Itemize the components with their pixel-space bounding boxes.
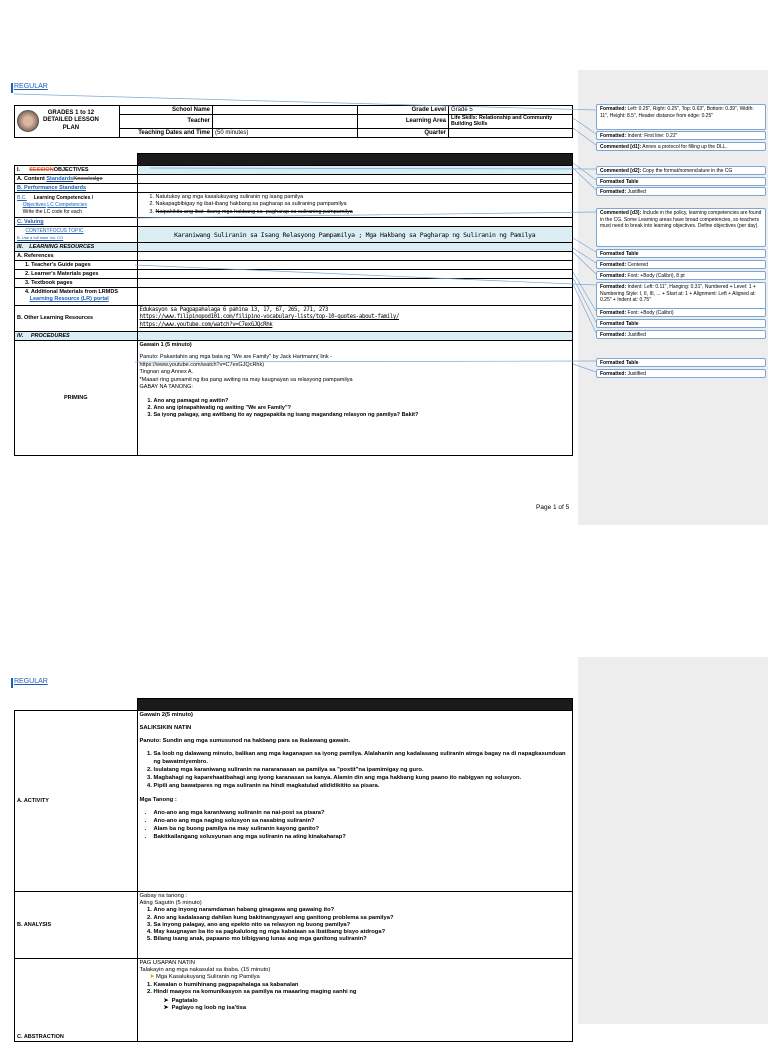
grade-level-label: Grade Level <box>358 106 449 115</box>
comment-balloon[interactable]: Formatted: Left: 0.25", Right: 0.25", Top: 0.63", Bottom: 0.39", Width: 11", Height: 8.5", Header distance from edge: 0.25" <box>596 104 766 130</box>
connector-line <box>14 94 596 110</box>
header-plan: PLAN <box>62 125 80 132</box>
content-standards-label: A. Content StandardsKnowledge <box>15 175 138 184</box>
textbook-pages-label: 3. Textbook pages <box>15 279 138 288</box>
content-topic-label: CONTENTFOCUS TOPIC B. Use a full base Vol. CG <box>15 227 138 243</box>
regular-tag[interactable]: REGULAR <box>14 83 48 90</box>
other-resource-line: Edukasyon sa Pagpapahalaga 6 pahina 13, 17, 67, 265, 271, 273 <box>139 306 328 313</box>
connector-line <box>135 265 596 285</box>
objective-item: 3. Naipakikita ang ibat- ibang mga hakbang sa- pagharap sa suliraning pampamilya <box>156 209 571 216</box>
other-resource-link[interactable]: https://www.filipinopod101.com/filipino-vocabulary-lists/top-10-quotes-about-family/ <box>139 314 400 321</box>
arrow-icon: ➤ <box>149 974 155 981</box>
abstraction-item: 1. Kawalan o humihinang pagpapahalaga sa kabanalan <box>154 982 571 989</box>
abstraction-item: 2. Hindi maayos na komunikasyon sa pamilya na maaaring maging sanhi ng <box>154 989 571 996</box>
objective-item: 1. Natutukoy ang mga kasalukuyang suliranin ng isang pamilya <box>156 194 571 201</box>
mga-tanong-heading: Mga Tanong : <box>139 796 177 803</box>
saliksikin-heading: SALIKSIKIN NATIN <box>139 724 192 731</box>
learning-resources-heading: III. LEARNING RESOURCES <box>15 243 138 252</box>
comment-balloon[interactable]: Formatted Table <box>596 358 766 367</box>
gabay-2-heading: Gabay na tanong : <box>139 893 188 899</box>
grade-level-value[interactable]: Grade 5 <box>449 106 573 115</box>
performance-standards-label: B. Performance Standards <box>15 184 138 193</box>
kasalukuyang-heading: ➤ Mga Kasalukuyang Suliranin ng Pamilya <box>149 974 260 981</box>
analysis-item: 1. Ano ang inyong naramdaman habang ginagawa ang gawaing ito? <box>154 907 571 914</box>
activity-step: 4. Pipili ang bawatpares ng mga suliranin na hindi magkatulad atididikitito sa pisara. <box>154 783 571 791</box>
page-number: Page 1 of 5 <box>536 504 570 511</box>
analysis-label: B. ANALYSIS <box>15 892 138 959</box>
talakayin-text: Talakayin ang mga nakasulat sa ibaba. (15 minuto) <box>139 967 271 974</box>
regular-tag-2[interactable]: REGULAR <box>14 678 48 685</box>
references-label: A. References <box>15 252 138 261</box>
comment-balloon[interactable]: Formatted: Indent: Left: 0.11", Hanging: 0.31", Numbered + Level: 1 + Numbering Style: I, II, III, ... + Start at: 1 + Alignment: Left + Aligned at: 0.25" + Indent at: 0.75" <box>596 282 766 315</box>
objective-item: 2. Nakapagbibigay ng ibat-ibang hakbang sa pagharap sa suliraning pampamilya <box>156 201 571 208</box>
other-resources-label: B. Other Learning Resources <box>15 305 138 331</box>
abstraction-label: C. ABSTRACTION <box>15 959 138 1042</box>
ating-sagutin: Ating Sagutin (5 minuto) <box>139 900 202 907</box>
activity-question: • Bakitkailangang solusyunan ang mga suliranin na ating kinakaharap? <box>154 834 571 842</box>
activity-step: 3. Magbahagi ng kaparehaatibahagi ang iyong karanasan sa kanya. Alamin din ang mga hakbang kung paano ito nabigyan ng solusyon. <box>154 775 571 783</box>
gabay-heading: GABAY NA TANONG: <box>139 384 193 391</box>
dates-value[interactable]: (50 minutes) <box>213 128 358 137</box>
comment-balloon[interactable]: Formatted: Font: +Body (Calibri) <box>596 308 766 317</box>
panuto-1: Panuto: Pakantahin ang mga bata ng "We are Family" by Jack Hartmann( link - <box>139 354 332 361</box>
learning-area-value[interactable]: Life Skills: Relationship and Community Building Skills <box>449 115 573 129</box>
comment-balloon[interactable]: Formatted: Centered <box>596 260 766 269</box>
activity-question: • Ano-ano ang mga naging solusyon sa nasabing suliranin? <box>154 818 571 826</box>
comment-balloon[interactable]: Formatted: Justified <box>596 187 766 196</box>
school-name-label: School Name <box>120 106 213 115</box>
tingnan-annex: Tingnan ang Annex A. <box>139 369 194 376</box>
analysis-item: 5. Bilang isang anak, papaano mo bibigyang lunas ang mga ganitong suliranin? <box>154 936 571 943</box>
activity-step: 2. Isulatang mga karaniwang suliranin na nararanasan sa pamilya sa "postit"na ipamimigay ng guro. <box>154 767 571 775</box>
comment-balloon[interactable]: Commented [d2]: Copy the format/nomenclature in the CG <box>596 166 766 175</box>
activity-question: • Ano-ano ang mga karaniwang suliranin na nai-post sa pisara? <box>154 810 571 818</box>
valuing-label: C. Valuing <box>15 218 138 227</box>
learning-area-label: Learning Area <box>358 115 449 129</box>
activity-question: • Alam ba ng buong pamilya na may suliranin kayong ganito? <box>154 826 571 834</box>
analysis-item: 4. May kaugnayan ba ito sa pagkalulong ng mga kabataan sa ibatibang bisyo atdroga? <box>154 929 571 936</box>
comment-balloon[interactable]: Formatted Table <box>596 319 766 328</box>
analysis-item: 2. Ano ang kadalasang dahilan kung bakitnangyayari ang ganitong problema sa pamilya? <box>154 915 571 922</box>
panuto-2: Panuto: Sundin ang mga sumusunod na hakbang para sa ikalawang gawain. <box>139 737 351 744</box>
tg-pages-label: 1. Teacher's Guide pages <box>15 261 138 270</box>
connector-line <box>135 212 596 218</box>
pointer-icon: ➤ <box>163 1005 169 1012</box>
dates-label: Teaching Dates and Time <box>120 128 213 137</box>
comment-balloon[interactable]: Formatted: Font: +Body (Calibri), 8 pt <box>596 271 766 280</box>
activity-label: A. ACTIVITY <box>15 711 138 892</box>
lm-pages-label: 2. Learner's Materials pages <box>15 270 138 279</box>
comment-balloon[interactable]: Formatted: Indent: First line: 0.22" <box>596 131 766 140</box>
competencies-label: B.C. Learning Competencies / Objectives LC Competencies Write the LC code for each <box>15 193 138 218</box>
connector-line <box>573 364 596 372</box>
activity-step: 1. Sa loob ng dalawang minuto, balikan ang mga kaganapan sa iyong pamilya. Alalahanin ang kadalasang suliranin atmga bagay na di napagkasunduan ng bawatmiyembro. <box>154 751 571 767</box>
header-grades: GRADES 1 to 12 <box>47 109 95 116</box>
comment-balloon[interactable]: Formatted: Justified <box>596 330 766 339</box>
gabay-item: 3. Sa iyong palagay, ang awitbang ito ay nagpapakita ng isang magandang relasyon ng pamilya? Bakit? <box>154 412 571 419</box>
gawain-1-title: Gawain 1 (5 minuto) <box>139 341 192 348</box>
analysis-item: 3. Sa inyong palagay, ano ang epekto nito sa relasyon ng buong pamilya? <box>154 922 571 929</box>
additional-materials-label: 4. Additional Materials from LRMDS Learning Resource (LR) portal <box>15 288 138 305</box>
comment-balloon[interactable]: Formatted: Justified <box>596 369 766 378</box>
gabay-item: 2. Ano ang ipinapahiwatig ng awiting "We are Family"? <box>154 405 571 412</box>
quarter-label: Quarter <box>358 128 449 137</box>
comment-balloon[interactable]: Commented [d1]: Annex a protocol for filling up the DLL. <box>596 142 766 151</box>
comment-balloon[interactable]: Formatted Table <box>596 177 766 186</box>
connector-line <box>573 118 596 134</box>
panuto-1-link[interactable]: https://www.youtube.com/watch?v=C7exGJQcRhk) <box>139 361 265 368</box>
maari-note: *Maaari ring gumamit ng iba pang awiting na may kaugnayan sa relasyong pampamilya <box>139 376 353 383</box>
abstraction-subitem: ➤ Pagtatalo <box>163 998 198 1005</box>
pag-usapan-heading: PAG USAPAN NATIN <box>139 960 195 966</box>
teacher-label: Teacher <box>120 115 213 129</box>
connector-line <box>150 168 596 169</box>
gawain-2-title: Gawain 2(5 minuto) <box>139 712 193 718</box>
comment-balloon[interactable]: Commented [d3]: Include in the policy, learning competencies are found in the CG. Some Learning areas have broad competencies, so teachers must need to break into learning objectives. Define objectives (per day). <box>596 208 766 247</box>
comment-balloon[interactable]: Formatted Table <box>596 249 766 258</box>
procedures-heading: IV. PROCEDURES <box>15 331 138 340</box>
other-resource-link[interactable]: https://www.youtube.com/watch?v=C7exGJQcRhk <box>139 322 273 329</box>
gabay-item: 1. Ano ang pamagat ng awitin? <box>154 398 571 405</box>
objectives-heading: I. SESSIONOBJECTIVES <box>15 166 138 175</box>
connector-line <box>135 361 596 362</box>
pointer-icon: ➤ <box>163 998 169 1005</box>
abstraction-subitem: ➤ Paglayo ng loob ng isa'tisa <box>163 1005 247 1012</box>
priming-label: PRIMING <box>15 340 138 455</box>
topic-value[interactable]: Karaniwang Suliranin sa Isang Relasyong Pampamilya ; Mga Hakbang sa Pagharap ng Suliranin ng Pamilya <box>137 227 573 243</box>
header-dll: DETAILED LESSON <box>43 117 99 124</box>
connector-line <box>573 128 596 145</box>
